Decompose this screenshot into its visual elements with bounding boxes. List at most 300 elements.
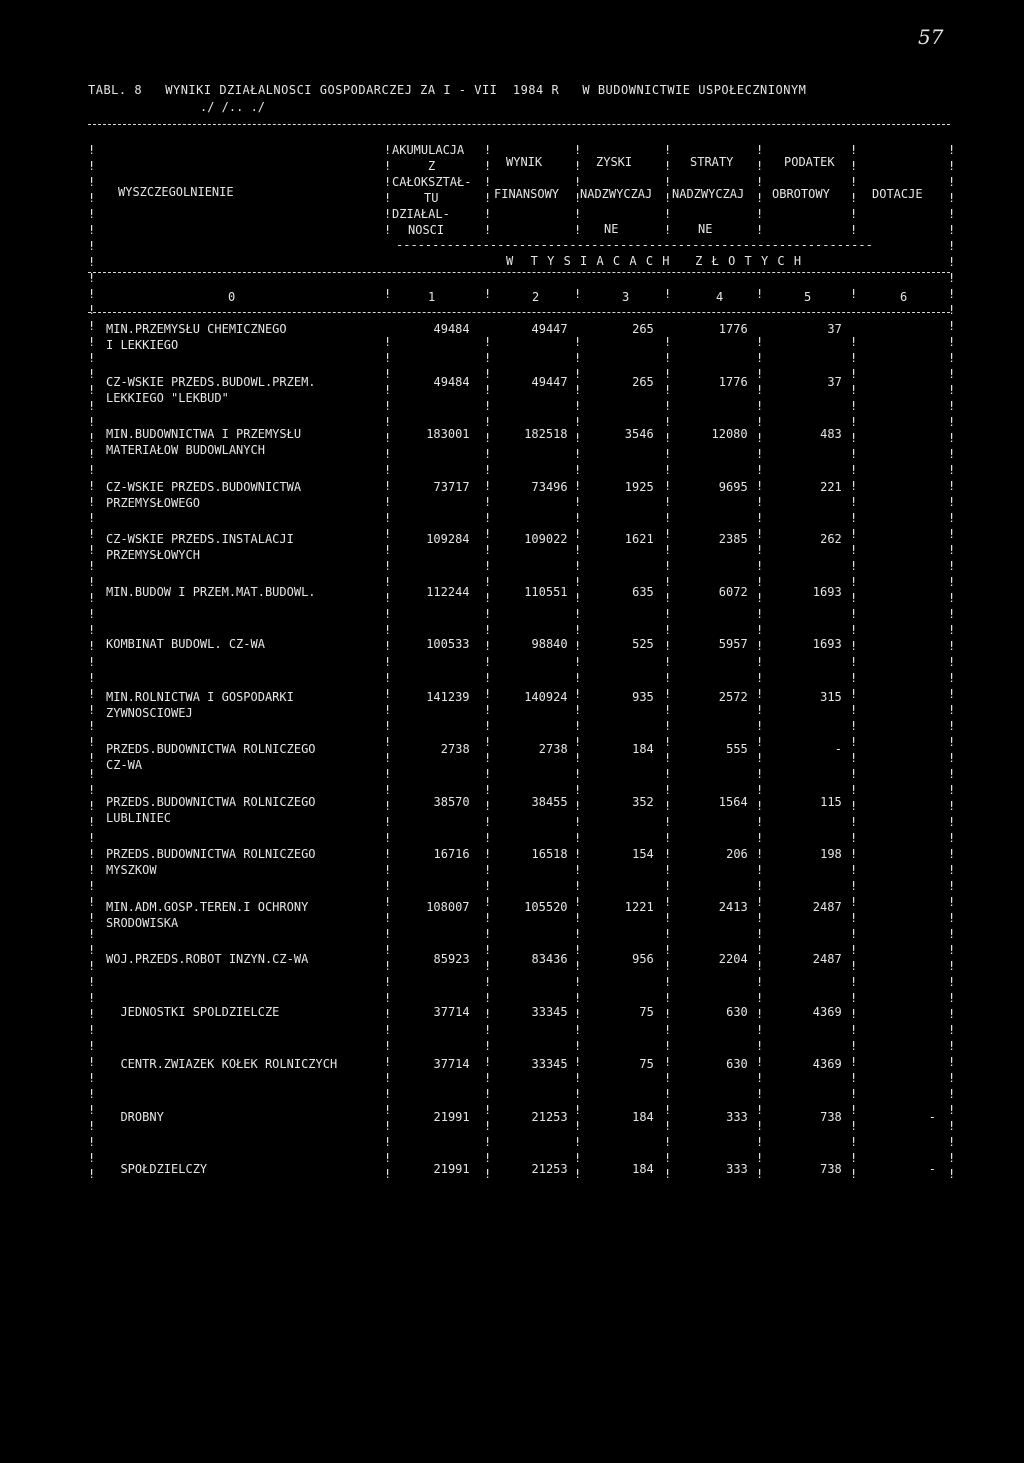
column-separator-mark: !	[850, 1039, 858, 1053]
column-separator-mark: !	[88, 559, 96, 573]
column-separator-mark: !	[574, 527, 582, 541]
column-separator-mark: !	[664, 367, 672, 381]
column-separator-mark: !	[756, 159, 764, 173]
column-separator-mark: !	[484, 719, 492, 733]
row-label: MIN.PRZEMYSŁU CHEMICZNEGO	[106, 322, 287, 336]
column-separator-mark: !	[88, 1119, 96, 1133]
column-separator-mark: !	[88, 655, 96, 669]
column-separator-mark: !	[664, 655, 672, 669]
column-separator-mark: !	[88, 1087, 96, 1101]
column-separator-mark: !	[850, 735, 858, 749]
row-label: PRZEMYSŁOWYCH	[106, 548, 200, 562]
column-separator-mark: !	[574, 1151, 582, 1165]
column-separator-mark: !	[948, 543, 956, 557]
column-separator-mark: !	[484, 671, 492, 685]
row-value-v4: 333	[726, 1162, 748, 1176]
column-separator-mark: !	[850, 1135, 858, 1149]
row-value-v3: 1221	[624, 899, 654, 914]
header-col2-line2: FINANSOWY	[494, 187, 560, 201]
column-separator-mark: !	[88, 463, 96, 477]
column-separator-mark: !	[664, 783, 672, 797]
numbers-rule	[88, 312, 950, 313]
row-value-v2: 16518	[531, 847, 568, 861]
column-separator-mark: !	[384, 879, 392, 893]
column-separator-mark: !	[756, 1023, 764, 1037]
column-separator-mark: !	[664, 447, 672, 461]
column-separator-mark: !	[756, 1039, 764, 1053]
row-value-v2: 105520	[524, 899, 568, 914]
column-separator-mark: !	[574, 1023, 582, 1037]
column-separator-mark: !	[664, 463, 672, 477]
column-separator-mark: !	[948, 399, 956, 413]
row-value-v4: 2385	[718, 532, 748, 546]
row-value-v2: 21253	[531, 1162, 568, 1176]
column-separator-mark: !	[948, 495, 956, 509]
column-separator-mark: !	[88, 927, 96, 941]
column-separator-mark: !	[484, 751, 492, 765]
column-separator-mark: !	[88, 511, 96, 525]
column-separator-mark: !	[574, 719, 582, 733]
column-separator-mark: !	[664, 815, 672, 829]
colnum-4: 4	[716, 290, 724, 304]
row-value-v3: 352	[632, 794, 654, 809]
row-value-v5: 315	[820, 689, 842, 704]
row-value-v1: 38570	[433, 794, 470, 809]
column-separator-mark: !	[384, 943, 392, 957]
column-separator-mark: !	[484, 399, 492, 413]
column-separator-mark: !	[850, 1167, 858, 1181]
header-rule	[88, 272, 950, 273]
column-separator-mark: !	[664, 751, 672, 765]
column-separator-mark: !	[88, 815, 96, 829]
row-value-v4: 1776	[718, 374, 748, 389]
column-separator-mark: !	[384, 383, 392, 397]
column-separator-mark: !	[756, 815, 764, 829]
column-separator-mark: !	[574, 1007, 582, 1021]
column-separator-mark: !	[664, 719, 672, 733]
column-separator-mark: !	[948, 623, 956, 637]
column-separator-mark: !	[384, 927, 392, 941]
row-value-v3: 75	[639, 1004, 654, 1019]
column-separator-mark: !	[664, 415, 672, 429]
row-label: SPOŁDZIELCZY	[106, 1162, 208, 1176]
column-separator-mark: !	[88, 783, 96, 797]
column-separator-mark: !	[948, 575, 956, 589]
column-separator-mark: !	[88, 671, 96, 685]
column-separator-mark: !	[664, 767, 672, 781]
column-separator-mark: !	[756, 207, 764, 221]
column-separator-mark: !	[384, 543, 392, 557]
column-separator-mark: !	[484, 703, 492, 717]
column-separator-mark: !	[850, 1055, 858, 1069]
header-col3-line3: NE	[604, 222, 619, 236]
row-value-v2: 21253	[531, 1109, 568, 1124]
column-separator-mark: !	[756, 943, 764, 957]
column-separator-mark: !	[756, 1087, 764, 1101]
row-value-v4: 2413	[718, 899, 748, 914]
column-separator-mark: !	[384, 287, 392, 301]
column-separator-mark: !	[88, 1151, 96, 1165]
column-separator-mark: !	[664, 687, 672, 701]
column-separator-mark: !	[484, 815, 492, 829]
column-separator-mark: !	[948, 1007, 956, 1021]
row-value-v4: 555	[726, 742, 748, 756]
row-value-v1: 21991	[433, 1162, 470, 1176]
column-separator-mark: !	[574, 1135, 582, 1149]
column-separator-mark: !	[574, 351, 582, 365]
row-value-v5: 4369	[812, 1057, 842, 1071]
column-separator-mark: !	[756, 767, 764, 781]
column-separator-mark: !	[948, 655, 956, 669]
column-separator-mark: !	[384, 831, 392, 845]
column-separator-mark: !	[88, 415, 96, 429]
column-separator-mark: !	[384, 751, 392, 765]
column-separator-mark: !	[948, 415, 956, 429]
column-separator-mark: !	[384, 783, 392, 797]
column-separator-mark: !	[850, 1023, 858, 1037]
column-separator-mark: !	[88, 303, 96, 317]
column-separator-mark: !	[484, 895, 492, 909]
column-separator-mark: !	[850, 351, 858, 365]
column-separator-mark: !	[88, 591, 96, 605]
row-label: CZ-WA	[106, 758, 143, 772]
row-value-v1: 21991	[433, 1109, 470, 1124]
column-separator-mark: !	[384, 1039, 392, 1053]
column-separator-mark: !	[88, 959, 96, 973]
column-separator-mark: !	[484, 463, 492, 477]
column-separator-mark: !	[756, 447, 764, 461]
row-label: DROBNY	[106, 1109, 164, 1124]
column-separator-mark: !	[850, 655, 858, 669]
column-separator-mark: !	[384, 847, 392, 861]
column-separator-mark: !	[664, 911, 672, 925]
column-separator-mark: !	[484, 1071, 492, 1085]
column-separator-mark: !	[574, 927, 582, 941]
column-separator-mark: !	[948, 351, 956, 365]
column-separator-mark: !	[664, 1103, 672, 1117]
column-separator-mark: !	[384, 719, 392, 733]
column-separator-mark: !	[664, 1167, 672, 1181]
column-separator-mark: !	[384, 1167, 392, 1181]
column-separator-mark: !	[756, 735, 764, 749]
column-separator-mark: !	[88, 271, 96, 285]
colnum-5: 5	[804, 290, 812, 304]
column-separator-mark: !	[574, 847, 582, 861]
column-separator-mark: !	[88, 383, 96, 397]
column-separator-mark: !	[948, 223, 956, 237]
header-col3-line2: NADZWYCZAJ	[580, 187, 653, 201]
column-separator-mark: !	[948, 303, 956, 317]
column-separator-mark: !	[574, 207, 582, 221]
column-separator-mark: !	[756, 975, 764, 989]
column-separator-mark: !	[948, 383, 956, 397]
column-separator-mark: !	[574, 1039, 582, 1053]
column-separator-mark: !	[664, 975, 672, 989]
row-value-v5: 198	[820, 847, 842, 861]
column-separator-mark: !	[88, 223, 96, 237]
column-separator-mark: !	[384, 367, 392, 381]
header-col1-line1: AKUMULACJA	[392, 143, 465, 157]
column-separator-mark: !	[948, 703, 956, 717]
column-separator-mark: !	[484, 223, 492, 237]
row-value-v3: 935	[632, 689, 654, 704]
column-separator-mark: !	[756, 719, 764, 733]
column-separator-mark: !	[88, 911, 96, 925]
row-value-v6: -	[928, 1109, 936, 1124]
column-separator-mark: !	[484, 783, 492, 797]
column-separator-mark: !	[948, 175, 956, 189]
column-separator-mark: !	[756, 1103, 764, 1117]
colnum-6: 6	[900, 290, 908, 304]
column-separator-mark: !	[384, 687, 392, 701]
column-separator-mark: !	[948, 799, 956, 813]
row-label: LEKKIEGO "LEKBUD"	[106, 390, 229, 405]
row-value-v1: 2738	[440, 742, 470, 756]
row-value-v4: 630	[726, 1004, 748, 1019]
column-separator-mark: !	[948, 271, 956, 285]
column-separator-mark: !	[574, 815, 582, 829]
column-separator-mark: !	[664, 639, 672, 653]
column-separator-mark: !	[88, 751, 96, 765]
row-value-v6: -	[928, 1162, 936, 1176]
column-separator-mark: !	[948, 879, 956, 893]
column-separator-mark: !	[484, 975, 492, 989]
row-value-v5: 221	[820, 479, 842, 494]
column-separator-mark: !	[948, 1119, 956, 1133]
column-separator-mark: !	[484, 447, 492, 461]
row-value-v4: 333	[726, 1109, 748, 1124]
column-separator-mark: !	[664, 335, 672, 349]
column-separator-mark: !	[948, 831, 956, 845]
header-col1-line4: TU	[424, 191, 439, 205]
column-separator-mark: !	[574, 831, 582, 845]
column-separator-mark: !	[574, 703, 582, 717]
column-separator-mark: !	[850, 415, 858, 429]
column-separator-mark: !	[850, 767, 858, 781]
column-separator-mark: !	[948, 143, 956, 157]
column-separator-mark: !	[948, 431, 956, 445]
column-separator-mark: !	[756, 431, 764, 445]
column-separator-mark: !	[756, 751, 764, 765]
column-separator-mark: !	[948, 767, 956, 781]
column-separator-mark: !	[756, 527, 764, 541]
column-separator-mark: !	[384, 911, 392, 925]
row-value-v4: 1564	[718, 794, 748, 809]
column-separator-mark: !	[88, 735, 96, 749]
column-separator-mark: !	[484, 495, 492, 509]
column-separator-mark: !	[384, 623, 392, 637]
header-col1-line2: Z	[428, 159, 436, 173]
column-separator-mark: !	[664, 1055, 672, 1069]
column-separator-mark: !	[484, 159, 492, 173]
column-separator-mark: !	[574, 751, 582, 765]
column-separator-mark: !	[664, 623, 672, 637]
row-value-v5: 37	[827, 374, 842, 389]
row-label: SRODOWISKA	[106, 915, 179, 930]
column-separator-mark: !	[384, 1151, 392, 1165]
column-separator-mark: !	[756, 591, 764, 605]
column-separator-mark: !	[484, 863, 492, 877]
column-separator-mark: !	[384, 495, 392, 509]
column-separator-mark: !	[88, 351, 96, 365]
column-separator-mark: !	[664, 671, 672, 685]
column-separator-mark: !	[850, 1087, 858, 1101]
row-label: CZ-WSKIE PRZEDS.BUDOWNICTWA	[106, 479, 302, 494]
column-separator-mark: !	[756, 639, 764, 653]
column-separator-mark: !	[88, 1135, 96, 1149]
row-value-v3: 3546	[624, 427, 654, 441]
header-col1-line6: NOSCI	[408, 223, 445, 237]
column-separator-mark: !	[384, 1023, 392, 1037]
column-separator-mark: !	[574, 1055, 582, 1069]
column-separator-mark: !	[664, 799, 672, 813]
column-separator-mark: !	[484, 431, 492, 445]
column-separator-mark: !	[948, 191, 956, 205]
column-separator-mark: !	[574, 671, 582, 685]
column-separator-mark: !	[948, 479, 956, 493]
column-separator-mark: !	[88, 1023, 96, 1037]
column-separator-mark: !	[664, 991, 672, 1005]
column-separator-mark: !	[88, 687, 96, 701]
row-value-v1: 16716	[433, 847, 470, 861]
column-separator-mark: !	[756, 223, 764, 237]
row-value-v1: 109284	[426, 532, 470, 546]
column-separator-mark: !	[574, 415, 582, 429]
column-separator-mark: !	[384, 767, 392, 781]
column-separator-mark: !	[948, 847, 956, 861]
column-separator-mark: !	[756, 367, 764, 381]
column-separator-mark: !	[948, 911, 956, 925]
row-value-v5: 262	[820, 532, 842, 546]
row-value-v1: 183001	[426, 427, 470, 441]
row-label: MIN.BUDOW I PRZEM.MAT.BUDOWL.	[106, 584, 316, 599]
column-separator-mark: !	[484, 527, 492, 541]
column-separator-mark: !	[756, 911, 764, 925]
column-separator-mark: !	[948, 815, 956, 829]
column-separator-mark: !	[574, 943, 582, 957]
column-separator-mark: !	[664, 943, 672, 957]
column-separator-mark: !	[484, 1151, 492, 1165]
column-separator-mark: !	[484, 687, 492, 701]
row-value-v2: 38455	[531, 794, 568, 809]
column-separator-mark: !	[756, 383, 764, 397]
row-label: MIN.BUDOWNICTWA I PRZEMYSŁU	[106, 427, 302, 441]
column-separator-mark: !	[850, 383, 858, 397]
column-separator-mark: !	[948, 1087, 956, 1101]
row-label: JEDNOSTKI SPOLDZIELCZE	[106, 1004, 280, 1019]
column-separator-mark: !	[484, 175, 492, 189]
column-separator-mark: !	[756, 1055, 764, 1069]
units-label: W T Y S I A C A C H Z Ł O T Y C H	[506, 254, 803, 268]
column-separator-mark: !	[756, 1167, 764, 1181]
header-col2-line1: WYNIK	[506, 155, 543, 169]
row-label: PRZEMYSŁOWEGO	[106, 495, 200, 510]
column-separator-mark: !	[756, 399, 764, 413]
row-value-v4: 12080	[711, 427, 748, 441]
column-separator-mark: !	[664, 703, 672, 717]
column-separator-mark: !	[384, 863, 392, 877]
column-separator-mark: !	[88, 447, 96, 461]
column-separator-mark: !	[850, 863, 858, 877]
column-separator-mark: !	[574, 495, 582, 509]
column-separator-mark: !	[88, 799, 96, 813]
column-separator-mark: !	[664, 527, 672, 541]
column-separator-mark: !	[948, 1135, 956, 1149]
column-separator-mark: !	[948, 1055, 956, 1069]
column-separator-mark: !	[756, 687, 764, 701]
column-separator-mark: !	[574, 223, 582, 237]
column-separator-mark: !	[756, 191, 764, 205]
column-separator-mark: !	[484, 511, 492, 525]
row-value-v5: 4369	[812, 1004, 842, 1019]
column-separator-mark: !	[948, 639, 956, 653]
column-separator-mark: !	[484, 383, 492, 397]
column-separator-mark: !	[948, 959, 956, 973]
row-value-v2: 140924	[524, 689, 568, 704]
column-separator-mark: !	[664, 207, 672, 221]
row-value-v2: 2738	[538, 742, 568, 756]
column-separator-mark: !	[948, 511, 956, 525]
column-separator-mark: !	[664, 575, 672, 589]
column-separator-mark: !	[88, 1071, 96, 1085]
column-separator-mark: !	[88, 991, 96, 1005]
column-separator-mark: !	[574, 1087, 582, 1101]
row-label: MIN.ROLNICTWA I GOSPODARKI	[106, 689, 294, 704]
column-separator-mark: !	[948, 863, 956, 877]
row-value-v2: 49447	[531, 374, 568, 389]
header-col4-line3: NE	[698, 222, 713, 236]
column-separator-mark: !	[574, 1103, 582, 1117]
column-separator-mark: !	[88, 639, 96, 653]
column-separator-mark: !	[574, 191, 582, 205]
column-separator-mark: !	[384, 1007, 392, 1021]
column-separator-mark: !	[756, 175, 764, 189]
column-separator-mark: !	[574, 399, 582, 413]
header-col4-line2: NADZWYCZAJ	[672, 187, 745, 201]
column-separator-mark: !	[664, 1135, 672, 1149]
column-separator-mark: !	[384, 415, 392, 429]
column-separator-mark: !	[664, 1071, 672, 1085]
column-separator-mark: !	[384, 1071, 392, 1085]
row-value-v3: 1621	[624, 532, 654, 546]
row-value-v3: 635	[632, 584, 654, 599]
column-separator-mark: !	[664, 495, 672, 509]
column-separator-mark: !	[88, 479, 96, 493]
row-label: KOMBINAT BUDOWL. CZ-WA	[106, 637, 265, 651]
column-separator-mark: !	[384, 639, 392, 653]
column-separator-mark: !	[484, 1103, 492, 1117]
column-separator-mark: !	[756, 351, 764, 365]
row-value-v4: 206	[726, 847, 748, 861]
row-value-v1: 100533	[426, 637, 470, 651]
column-separator-mark: !	[948, 719, 956, 733]
column-separator-mark: !	[384, 703, 392, 717]
column-separator-mark: !	[484, 143, 492, 157]
column-separator-mark: !	[850, 175, 858, 189]
column-separator-mark: !	[88, 831, 96, 845]
column-separator-mark: !	[484, 1055, 492, 1069]
row-value-v4: 2204	[718, 952, 748, 966]
column-separator-mark: !	[384, 447, 392, 461]
column-separator-mark: !	[664, 959, 672, 973]
column-separator-mark: !	[88, 1167, 96, 1181]
column-separator-mark: !	[384, 1135, 392, 1149]
column-separator-mark: !	[484, 287, 492, 301]
column-separator-mark: !	[850, 623, 858, 637]
page-number: 57	[918, 25, 944, 49]
column-separator-mark: !	[756, 511, 764, 525]
column-separator-mark: !	[574, 447, 582, 461]
